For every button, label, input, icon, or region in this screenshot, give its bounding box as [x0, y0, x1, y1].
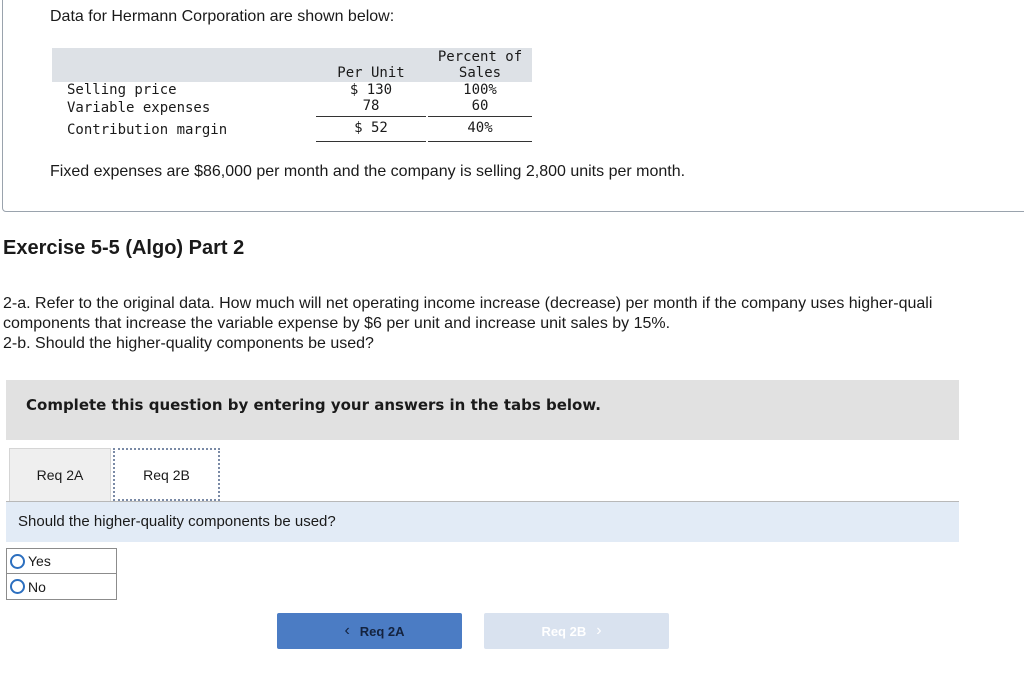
contribution-margin-per-unit: $ 52	[354, 120, 388, 136]
option-yes[interactable]	[6, 548, 117, 574]
radio-yes-icon[interactable]	[10, 554, 25, 569]
tab-req-2b[interactable]	[113, 448, 220, 501]
contribution-margin-percent: 40%	[467, 120, 493, 136]
next-req-2b-button[interactable]	[484, 613, 669, 649]
panel-question: Should the higher-quality components be used?	[18, 513, 336, 530]
row-label-contribution-margin: Contribution margin	[67, 122, 228, 138]
total-rule-percent	[428, 141, 532, 142]
instruction-text: Complete this question by entering your answers in the tabs below.	[26, 396, 601, 414]
option-yes-label: Yes	[28, 553, 51, 569]
header-per-unit: Per Unit	[337, 65, 405, 81]
exercise-title: Exercise 5-5 (Algo) Part 2	[3, 237, 245, 259]
question-line-1: 2-a. Refer to the original data. How much will net operating income increase (decrease) per month if the company uses higher-quali	[3, 295, 933, 312]
tab-req-2a[interactable]	[9, 448, 111, 501]
row-label-selling-price: Selling price	[67, 82, 177, 98]
fixed-expenses-text: Fixed expenses are $86,000 per month and the company is selling 2,800 units per month.	[50, 163, 686, 180]
selling-price-per-unit: $ 130	[349, 82, 393, 98]
variable-expenses-per-unit: 78	[362, 98, 380, 114]
header-sales: Sales	[458, 65, 502, 81]
next-button-label: Req 2B	[541, 623, 587, 639]
selling-price-percent: 100%	[463, 82, 497, 98]
prev-button-label: Req 2A	[359, 623, 405, 639]
chevron-right-icon: ›	[596, 622, 602, 639]
option-no-label: No	[28, 578, 46, 595]
subtotal-rule-per-unit	[316, 116, 426, 117]
chevron-left-icon: ‹	[344, 622, 350, 639]
subtotal-rule-percent	[428, 116, 532, 117]
total-rule-per-unit	[316, 141, 426, 142]
header-percent-of: Percent of	[437, 49, 523, 65]
variable-expenses-percent: 60	[471, 98, 489, 114]
radio-no-icon[interactable]	[10, 579, 25, 594]
prev-req-2a-button[interactable]	[277, 613, 462, 649]
question-line-3: 2-b. Should the higher-quality components be used?	[3, 335, 374, 352]
question-line-2: components that increase the variable expense by $6 per unit and increase unit sales by 15%.	[3, 315, 671, 332]
tab-req-2b-label: Req 2B	[143, 466, 190, 483]
row-label-variable-expenses: Variable expenses	[67, 100, 211, 116]
tab-req-2a-label: Req 2A	[36, 467, 84, 483]
option-no[interactable]	[6, 574, 117, 600]
intro-text: Data for Hermann Corporation are shown below:	[50, 8, 395, 25]
